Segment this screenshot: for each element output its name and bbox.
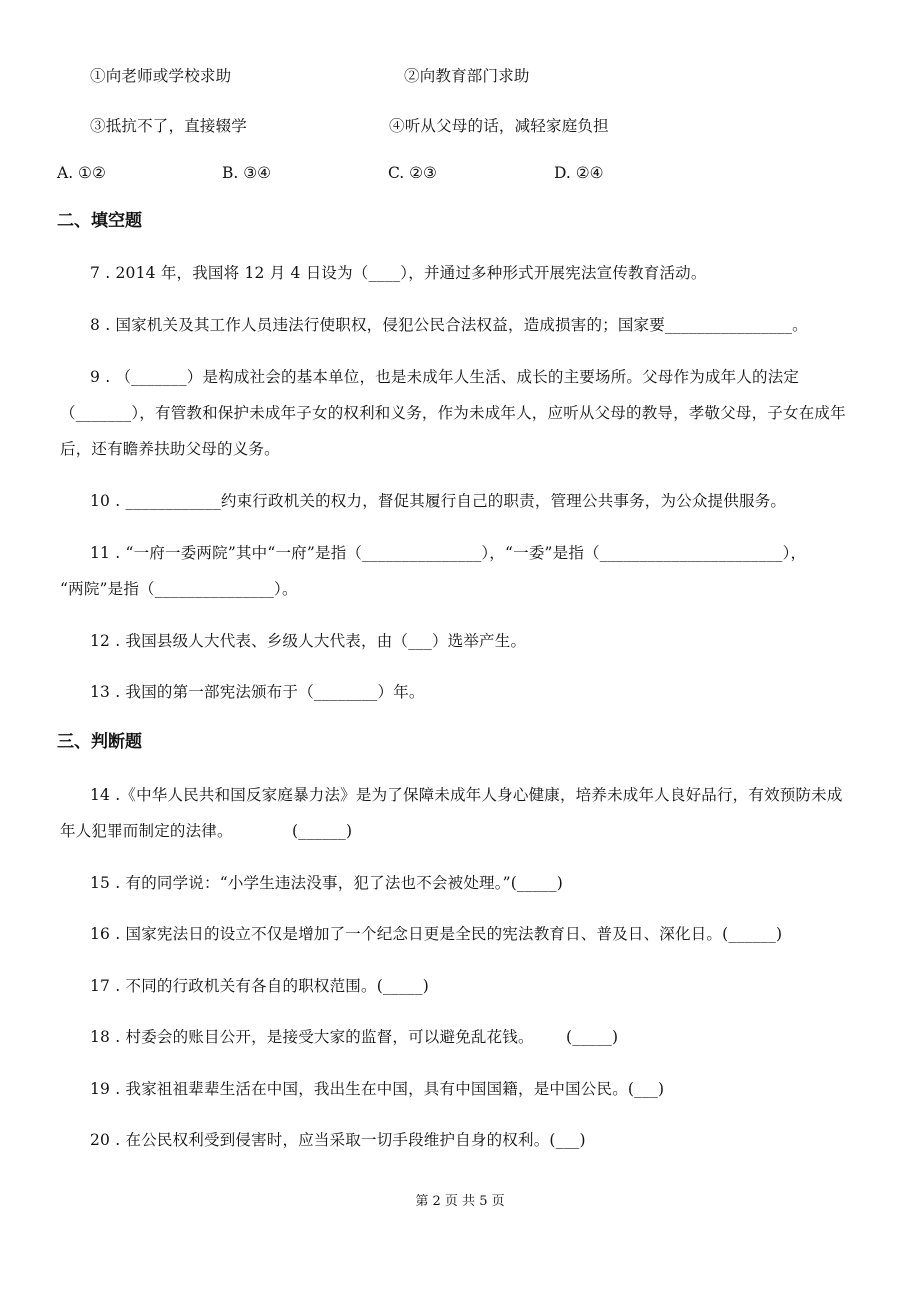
q6-subitem-3: ③抵抗不了，直接辍学 — [90, 117, 248, 135]
question-17: 17 . 不同的行政机关有各自的职权范围。(_____) — [90, 977, 429, 995]
question-10: 10 . ____________约束行政机关的权力，督促其履行自己的职责，管理公共事务，为公众提供服务。 — [90, 492, 787, 510]
section-heading-fill-in: 二、填空题 — [57, 211, 142, 231]
question-15: 15 . 有的同学说：“小学生违法没事，犯了法也不会被处理。”(_____) — [90, 874, 564, 892]
question-14-answer-blank: (______) — [292, 822, 353, 840]
q6-option-c: C. ②③ — [388, 164, 437, 182]
question-16: 16 . 国家宪法日的设立不仅是增加了一个纪念日更是全民的宪法教育日、普及日、深化日。(______) — [90, 925, 783, 943]
question-8: 8 . 国家机关及其工作人员违法行使职权，侵犯公民合法权益，造成损害的；国家要________________。 — [90, 316, 808, 334]
question-19: 19 . 我家祖祖辈辈生活在中国，我出生在中国，具有中国国籍，是中国公民。(___) — [90, 1080, 665, 1098]
question-11-line-1: 11 . “一府一委两院”其中“一府”是指（_______________），“一委”是指（_______________________）， — [90, 544, 807, 562]
question-11-line-2: “两院”是指（_______________）。 — [60, 580, 298, 598]
q6-option-a: A. ①② — [57, 164, 106, 182]
question-20: 20 . 在公民权利受到侵害时，应当采取一切手段维护自身的权利。(___) — [90, 1131, 586, 1149]
question-9-line-1: 9 . （_______）是构成社会的基本单位，也是未成年人生活、成长的主要场所。父母作为成年人的法定 — [90, 368, 800, 386]
q6-subitem-4: ④听从父母的话，减轻家庭负担 — [389, 117, 609, 135]
question-9-line-2: （_______），有管教和保护未成年子女的权利和义务，作为未成年人，应听从父母的教导，孝敬父母，子女在成年 — [60, 404, 846, 422]
question-13: 13 . 我国的第一部宪法颁布于（________）年。 — [90, 683, 425, 701]
question-18-answer-blank: (_____) — [566, 1028, 619, 1046]
section-heading-true-false: 三、判断题 — [57, 732, 142, 752]
question-7: 7 . 2014 年，我国将 12 月 4 日设为（____），并通过多种形式开展宪法宣传教育活动。 — [90, 264, 707, 282]
question-9-line-3: 后，还有瞻养扶助父母的义务。 — [60, 440, 280, 458]
question-14-line-1: 14 .《中华人民共和国反家庭暴力法》是为了保障未成年人身心健康，培养未成年人良好品行，有效预防未成 — [90, 786, 843, 804]
question-12: 12 . 我国县级人大代表、乡级人大代表，由（___）选举产生。 — [90, 632, 527, 650]
question-14-line-2: 年人犯罪而制定的法律。 — [60, 822, 233, 840]
q6-subitem-1: ①向老师或学校求助 — [90, 67, 232, 85]
page-footer: 第 2 页 共 5 页 — [415, 1194, 505, 1209]
q6-option-d: D. ②④ — [554, 164, 604, 182]
q6-option-b: B. ③④ — [222, 164, 272, 182]
q6-subitem-2: ②向教育部门求助 — [404, 67, 530, 85]
question-18: 18 . 村委会的账目公开，是接受大家的监督，可以避免乱花钱。 — [90, 1028, 534, 1046]
